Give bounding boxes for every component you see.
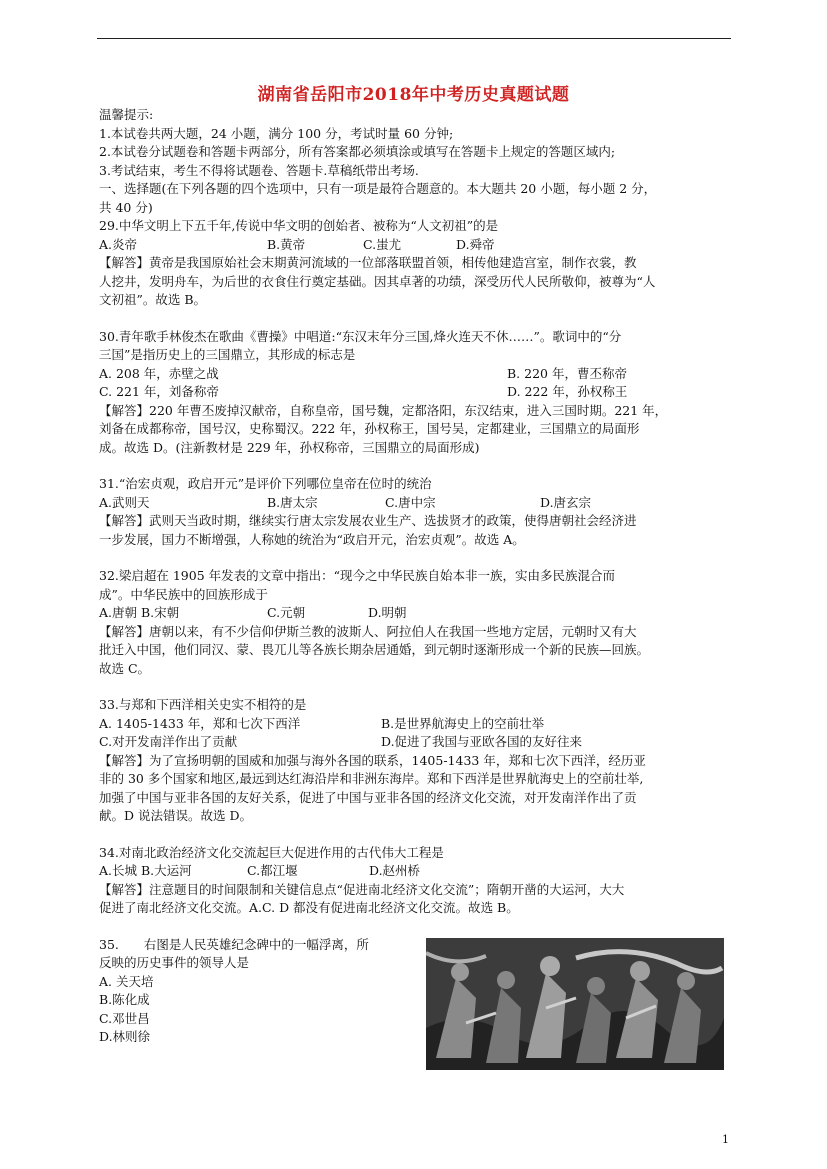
question-29-options (99, 236, 735, 255)
question-33-answer-cont: 非的 30 多个国家和地区,最远到达红海沿岸和非洲东海岸。郑和下西洋是世界航海史上的空前壮举, (99, 771, 644, 786)
question-35-stem: 35. 右图是人民英雄纪念碑中的一幅浮离，所 (99, 936, 369, 952)
question-34-options (99, 862, 735, 881)
question-35 (99, 936, 735, 1076)
document-body (99, 106, 735, 1076)
question-34-answer: 【解答】注意题目的时间限制和关键信息点“促进南北经济文化交流”；隋朝开凿的大运河，大大 (99, 881, 625, 897)
question-32-answer-cont: 故选 C。 (99, 660, 151, 676)
question-31-answer-cont: 一步发展，国力不断增强，人称她的统治为“政启开元，治宏贞观”。故选 A。 (99, 531, 525, 547)
question-30-stem: 30.青年歌手林俊杰在歌曲《曹操》中唱道:“东汉末年分三国,烽火连天不休……”。歌词中的“分 (99, 328, 622, 344)
option-d: D.舜帝 (456, 236, 495, 252)
option-d: D.赵州桥 (369, 863, 421, 878)
section-heading-cont: 共 40 分) (99, 199, 153, 215)
question-33-options-row2 (99, 733, 735, 752)
option-d: D. 222 年，孙权称王 (507, 384, 628, 399)
question-33-answer-cont: 献。D 说法错误。故选 D。 (99, 808, 252, 823)
option-b: B.唐太宗 (267, 494, 318, 510)
question-31-options (99, 494, 735, 513)
question-30-stem-cont: 三国”是指历史上的三国鼎立，其形成的标志是 (99, 347, 356, 362)
question-30-answer: 【解答】220 年曹丕废掉汉献帝，自称皇帝，国号魏，定都洛阳，东汉结束，进入三国时期。221 年， (99, 402, 668, 418)
question-30-answer-cont: 刘备在成都称帝，国号汉，史称蜀汉。222 年，孙权称王，国号吴，定都建业，三国鼎立的局面形 (99, 421, 640, 436)
question-32-stem-cont: 成”。中华民族中的回族形成于 (99, 586, 268, 602)
page-title: 湖南省岳阳市2018年中考历史真题试题 (257, 85, 570, 105)
question-32-stem: 32.梁启超在 1905 年发表的文章中指出：“现今之中华民族自始本非一族，实由多民族混合而 (99, 568, 616, 583)
notice-heading: 温馨提示: (99, 107, 154, 122)
page-number: 1 (722, 1133, 729, 1146)
option-c: C.邓世昌 (99, 1010, 150, 1026)
option-c: C. 221 年，刘备称帝 (99, 384, 219, 399)
option-b: B.是世界航海史上的空前壮举 (381, 715, 545, 731)
option-d: D.唐玄宗 (540, 494, 592, 510)
option-a: A. 关天培 (99, 973, 154, 989)
question-29-answer: 【解答】黄帝是我国原始社会末期黄河流域的一位部落联盟首领，相传他建造宫室，制作衣裳，教 (99, 255, 637, 270)
option-b: B. 220 年，曹丕称帝 (507, 365, 627, 381)
question-35-text (99, 936, 399, 1047)
option-b: B.黄帝 (267, 236, 306, 252)
question-30-options-row2 (99, 383, 735, 402)
question-33-answer: 【解答】为了宣扬明朝的国威和加强与海外各国的联系，1405-1433 年，郑和七次下西洋，经历亚 (99, 752, 646, 768)
option-c: C.对开发南洋作出了贡献 (99, 734, 238, 749)
option-c: C.蚩尤 (363, 236, 402, 252)
section-heading: 一、选择题(在下列各题的四个选项中，只有一项是最符合题意的。本大题共 20 小题，每小题 2 分， (99, 181, 657, 196)
question-30-options-row1 (99, 365, 735, 384)
question-35-stem-cont: 反映的历史事件的领导人是 (99, 955, 250, 970)
question-30-answer-cont: 成。故选 D。(注新教材是 229 年，孙权称帝，三国鼎立的局面形成) (99, 439, 480, 455)
option-a-b: A.唐朝 B.宋朝 (99, 605, 180, 620)
option-a: A. 1405-1433 年，郑和七次下西洋 (99, 715, 301, 731)
option-a: A. 208 年，赤壁之战 (99, 365, 219, 381)
question-32-answer: 【解答】唐朝以来，有不少信仰伊斯兰教的波斯人、阿拉伯人在我国一些地方定居，元朝时又有大 (99, 623, 637, 639)
option-c: C.唐中宗 (385, 494, 436, 510)
option-c: C.都江堰 (247, 863, 298, 878)
option-d: D.明朝 (368, 605, 407, 620)
option-a: A.炎帝 (99, 236, 138, 252)
question-33-answer-cont: 加强了中国与亚非各国的友好关系，促进了中国与亚非各国的经济文化交流，对开发南洋作出了贡 (99, 789, 637, 805)
question-34-stem: 34.对南北政治经济文化交流起巨大促进作用的古代伟大工程是 (99, 844, 444, 860)
relief-sculpture-image (426, 938, 724, 1070)
question-32-answer-cont: 批迁入中国，他们同汉、蒙、畏兀儿等各族长期杂居通婚，到元朝时逐渐形成一个新的民族—回族。 (99, 642, 650, 657)
question-32-options (99, 604, 735, 623)
question-34-answer-cont: 促进了南北经济文化交流。A.C. D 都没有促进南北经济文化交流。故选 B。 (99, 900, 519, 915)
notice-item: 1.本试卷共两大题，24 小题，满分 100 分，考试时量 60 分钟; (99, 125, 454, 141)
notice-item: 2.本试卷分试题卷和答题卡两部分，所有答案都必须填涂或填写在答题卡上规定的答题区域内; (99, 144, 616, 159)
option-b: B.陈化成 (99, 992, 150, 1007)
question-29-stem: 29.中华文明上下五千年,传说中华文明的创始者、被称为“人文初祖”的是 (99, 218, 499, 233)
question-33-stem: 33.与郑和下西洋相关史实不相符的是 (99, 697, 307, 712)
question-29-answer-cont: 人挖井，发明舟车，为后世的衣食住行奠定基础。因其卓著的功绩，深受历代人民所敬仰，被尊为“人 (99, 273, 656, 289)
notice-item: 3.考试结束，考生不得将试题卷、答题卡.草稿纸带出考场. (99, 162, 419, 178)
question-33-options-row1 (99, 715, 735, 734)
question-31-stem: 31.“治宏贞观，政启开元”是评价下列哪位皇帝在位时的统治 (99, 476, 432, 491)
question-29-answer-cont: 文初祖”。故选 B。 (99, 292, 207, 307)
option-a: A.武则天 (99, 494, 150, 510)
header-rule (97, 38, 731, 39)
option-d: D.促进了我国与亚欧各国的友好往来 (381, 734, 583, 749)
option-a-b: A.长城 B.大运河 (99, 863, 192, 878)
option-d: D.林则徐 (99, 1029, 151, 1044)
option-c: C.元朝 (267, 605, 306, 620)
question-31-answer: 【解答】武则天当政时期，继续实行唐太宗发展农业生产、选拔贤才的政策，使得唐朝社会经济进 (99, 513, 637, 528)
